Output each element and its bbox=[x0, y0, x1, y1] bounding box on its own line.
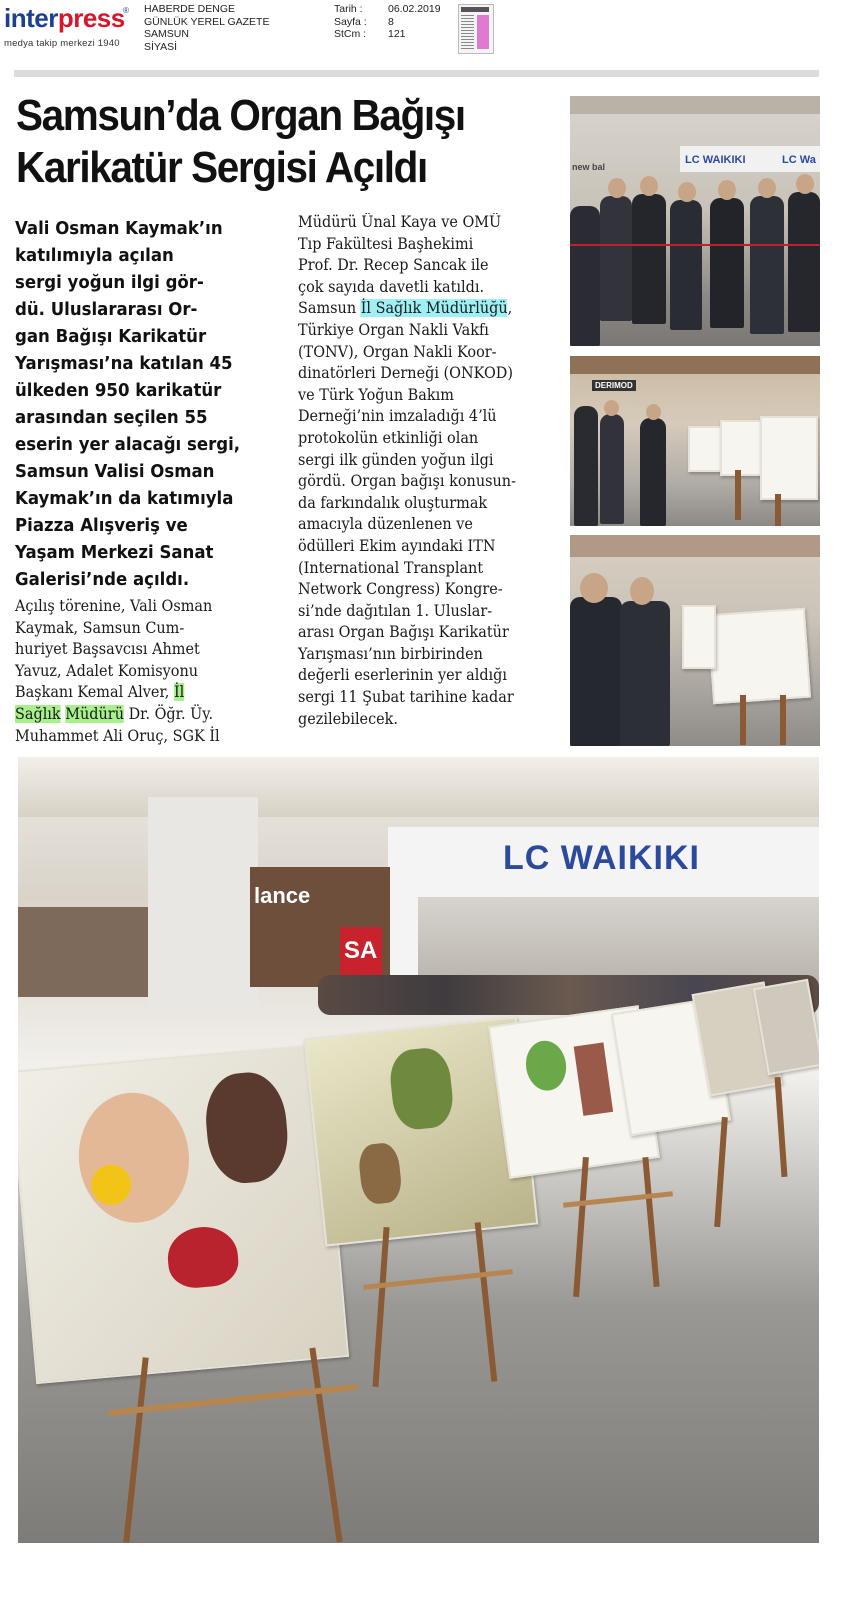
publication-city: SAMSUN bbox=[144, 28, 189, 40]
store-sign: lance bbox=[254, 883, 311, 908]
store-sign: LC Wa bbox=[782, 154, 816, 166]
lead-line: Galerisi’nde açıldı. bbox=[15, 569, 190, 590]
highlighted-keyword: İl Sağlık Müdürlüğü bbox=[360, 299, 508, 318]
clip-meta-stcm bbox=[334, 28, 441, 41]
source-info bbox=[144, 3, 269, 53]
body-line: Yavuz, Adalet Komisyonu bbox=[15, 661, 199, 680]
body-line: dinatörleri Derneği (ONKOD) bbox=[298, 364, 513, 383]
store-sign: DERIMOD bbox=[592, 380, 636, 391]
article-lead bbox=[15, 215, 256, 593]
headline-line: Karikatür Sergisi Açıldı bbox=[16, 143, 427, 192]
body-line: Tıp Fakültesi Başhekimi bbox=[298, 234, 474, 253]
body-line: gezilebilecek. bbox=[298, 709, 399, 728]
body-line: Yarışması’nın birbirinden bbox=[298, 644, 483, 663]
body-line: protokolün etkinliği olan bbox=[298, 428, 479, 447]
headline-line: Samsun’da Organ Bağışı bbox=[16, 91, 465, 140]
lead-line: sergi yoğun ilgi gör- bbox=[15, 272, 204, 293]
store-sign: LC WAIKIKI bbox=[685, 154, 746, 166]
photo-exhibition-hall bbox=[18, 757, 819, 1543]
body-line: Müdürü Ünal Kaya ve OMÜ bbox=[298, 213, 502, 231]
lead-line: dü. Uluslararası Or- bbox=[15, 299, 198, 320]
logo-part-inter: inter bbox=[4, 3, 58, 33]
body-line: huriyet Başsavcısı Ahmet bbox=[15, 640, 200, 659]
body-line: gördü. Organ bağışı konusun- bbox=[298, 472, 516, 491]
publication-type: GÜNLÜK YEREL GAZETE bbox=[144, 15, 270, 28]
store-sign: LC WAIKIKI bbox=[503, 839, 700, 877]
body-line: da farkındalık oluşturmak bbox=[298, 493, 488, 512]
body-line: Türkiye Organ Nakli Vakfı bbox=[298, 320, 489, 339]
lead-line: gan Bağışı Karikatür bbox=[15, 326, 207, 347]
lead-line: ülkeden 950 karikatür bbox=[15, 380, 222, 401]
photo-governor-viewing bbox=[570, 535, 820, 746]
body-text: Başkanı Kemal Alver, bbox=[15, 683, 170, 702]
body-line: (TONV), Organ Nakli Koor- bbox=[298, 342, 497, 361]
body-line: çok sayıda davetli katıldı. bbox=[298, 277, 485, 296]
cartoon-board bbox=[18, 1044, 349, 1384]
clip-meta-page bbox=[334, 16, 441, 29]
article-body-column-2 bbox=[298, 212, 542, 730]
highlighted-keyword: Sağlık bbox=[15, 704, 61, 723]
lead-line: Vali Osman Kaymak’ın bbox=[15, 218, 223, 239]
body-line: Muhammet Ali Oruç, SGK İl bbox=[15, 726, 220, 745]
store-sign: SA bbox=[344, 937, 378, 964]
meta-key: Tarih : bbox=[334, 3, 363, 15]
body-line: si’nde dağıtılan 1. Uluslar- bbox=[298, 601, 493, 620]
body-text: Samsun bbox=[298, 299, 357, 318]
photo-exhibition-visitors bbox=[570, 356, 820, 526]
body-line bbox=[15, 704, 266, 726]
clip-meta-date bbox=[334, 3, 441, 16]
body-line: arası Organ Bağışı Karikatür bbox=[298, 623, 509, 642]
highlighted-keyword: İl bbox=[173, 683, 185, 702]
highlighted-keyword: Müdürü bbox=[65, 704, 124, 723]
body-line: Prof. Dr. Recep Sancak ile bbox=[298, 256, 489, 275]
thumbnail-header bbox=[461, 7, 489, 12]
body-text: , bbox=[507, 299, 513, 318]
body-line bbox=[298, 298, 542, 320]
page-thumbnail bbox=[458, 4, 494, 54]
meta-value: 121 bbox=[388, 28, 406, 40]
photo-ribbon-cutting bbox=[570, 96, 820, 346]
body-line: amacıyla düzenlenen ve bbox=[298, 515, 473, 534]
body-line: Kaymak, Samsun Cum- bbox=[15, 618, 185, 637]
interpress-logo bbox=[4, 4, 132, 54]
thumbnail-text bbox=[461, 15, 474, 49]
body-line bbox=[15, 682, 266, 704]
meta-key: Sayfa : bbox=[334, 15, 367, 28]
lead-line: Piazza Alışveriş ve bbox=[15, 515, 188, 536]
logo-wordmark bbox=[4, 4, 125, 32]
body-line: Açılış törenine, Vali Osman bbox=[15, 597, 213, 615]
lead-line: Samsun Valisi Osman bbox=[15, 461, 215, 482]
clip-meta bbox=[334, 3, 441, 41]
logo-tagline: medya takip merkezi 1940 bbox=[4, 38, 120, 49]
lead-line: Yarışması’na katılan 45 bbox=[15, 353, 233, 374]
body-line: Derneği’nin imzaladığı 4’lü bbox=[298, 407, 497, 426]
lead-line: Yaşam Merkezi Sanat bbox=[15, 542, 214, 563]
lead-line: arasından seçilen 55 bbox=[15, 407, 208, 428]
publication-section: SİYASİ bbox=[144, 40, 178, 53]
body-line: sergi ilk günden yoğun ilgi bbox=[298, 450, 494, 469]
thumbnail-highlight bbox=[477, 15, 489, 49]
article-headline bbox=[16, 90, 522, 194]
lead-line: katılımıyla açılan bbox=[15, 245, 174, 266]
meta-value: 8 bbox=[388, 15, 394, 28]
body-line: ve Türk Yoğun Bakım bbox=[298, 385, 454, 404]
body-line: (International Transplant bbox=[298, 558, 484, 577]
body-text: Dr. Öğr. Üy. bbox=[128, 704, 214, 723]
body-line: ödülleri Ekim ayındaki ITN bbox=[298, 536, 496, 555]
lead-line: eserin yer alacağı sergi, bbox=[15, 434, 241, 455]
body-line: değerli eserlerinin yer aldığı bbox=[298, 666, 508, 685]
article-body-column-1 bbox=[15, 596, 266, 747]
registered-mark: ® bbox=[123, 6, 129, 15]
meta-key: StCm : bbox=[334, 28, 367, 40]
body-line: sergi 11 Şubat tarihine kadar bbox=[298, 688, 514, 707]
header-divider bbox=[14, 70, 819, 77]
logo-part-press: press bbox=[57, 3, 125, 33]
lead-line: Kaymak’ın da katımıyla bbox=[15, 488, 234, 509]
publication-name: HABERDE DENGE bbox=[144, 3, 236, 15]
store-sign: new bal bbox=[572, 162, 606, 172]
meta-value: 06.02.2019 bbox=[388, 3, 441, 15]
body-line: Network Congress) Kongre- bbox=[298, 580, 503, 599]
